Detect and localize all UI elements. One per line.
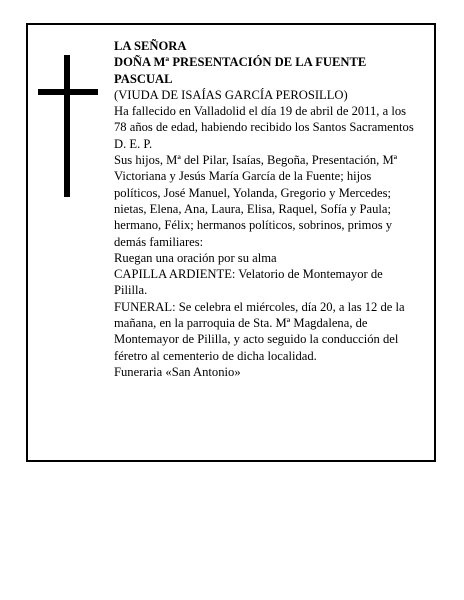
widow-line: (VIUDA DE ISAÍAS GARCÍA PEROSILLO) [114,87,348,102]
family-list: Sus hijos, Mª del Pilar, Isaías, Begoña, Presentación, Mª Victoriana y Jesús María García de la Fuente; hijos políticos, José Manuel, Yolanda, Gregorio y Mercedes; nietas, Elena, Ana, Laura, Elisa, Raquel, Sofía y Paula; hermano, Félix; hermanos políticos, sobrinos, primos y demás familiares: [114,153,398,249]
funeral-info: FUNERAL: Se celebra el miércoles, día 20, a las 12 de la mañana, en la parroquia de Sta. Mª Magdalena, de Montemayor de Pililla, y acto seguido la conducción del féretro al cementerio de dicha localidad. [114,299,405,363]
obituary-text [114,38,418,380]
deceased-name: DOÑA Mª PRESENTACIÓN DE LA FUENTE PASCUAL [114,55,367,86]
prayer-request: Ruegan una oración por su alma [114,250,277,265]
heading-title: LA SEÑORA [114,39,187,53]
chapel-info: CAPILLA ARDIENTE: Velatorio de Montemayor de Pililla. [114,267,383,298]
cross-horizontal-bar [38,89,98,95]
rip-line: D. E. P. [114,136,153,151]
funeral-home: Funeraria «San Antonio» [114,364,241,379]
cross-icon [38,55,98,197]
cross-vertical-bar [64,55,70,197]
death-notice: Ha fallecido en Valladolid el día 19 de abril de 2011, a los 78 años de edad, habiendo recibido los Santos Sacramentos [114,104,414,135]
